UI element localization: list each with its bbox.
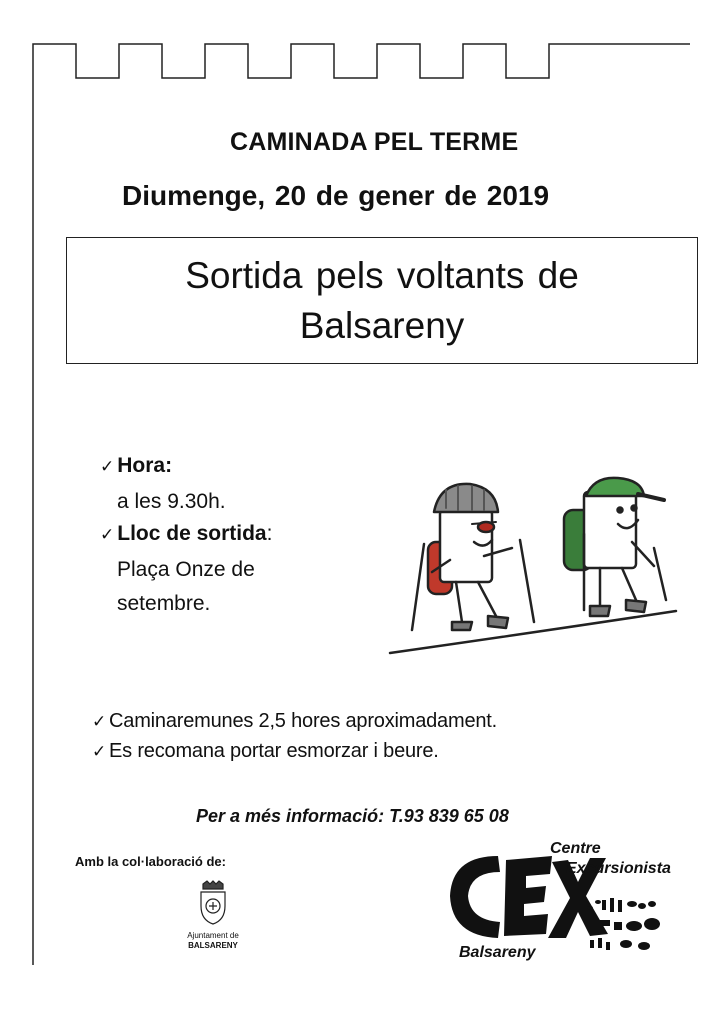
event-title: CAMINADA PEL TERME [230,128,519,156]
club-name-line1: Centre [550,840,601,857]
place-label: Lloc de sortida [117,522,267,545]
event-date: Diumenge, 20 de gener de 2019 [122,180,550,211]
checkmark-icon: ✓ [100,525,115,544]
place-label-colon: : [266,522,273,545]
place-row [100,522,272,546]
note-food [92,740,439,763]
town-crest-icon [193,880,233,926]
ajuntament-logo [168,880,258,951]
route-title-line2: Balsareny [299,304,465,346]
time-row [100,454,172,478]
contact-info: Per a més informació: T.93 839 65 08 [196,806,509,826]
place-value-line2: setembre. [117,592,211,615]
checkmark-icon: ✓ [92,712,107,731]
place-value-line1: Plaça Onze de [117,558,255,581]
club-name-line2: Excursionista [566,860,671,877]
club-town: Balsareny [459,944,536,961]
note-duration-text: Caminaremunes 2,5 hores aproximadament. [109,710,497,732]
collaboration-label: Amb la col·laboració de: [75,854,226,869]
hikers-illustration [388,470,688,660]
route-title-box [66,237,698,364]
ajuntament-line1: Ajuntament de [187,931,239,940]
route-title-line1: Sortida pels voltants de [185,254,579,296]
time-value: a les 9.30h. [117,490,226,513]
checkmark-icon: ✓ [100,457,115,476]
note-duration [92,710,497,733]
ajuntament-line2: BALSARENY [188,941,238,950]
checkmark-icon: ✓ [92,742,107,761]
time-label: Hora: [117,454,173,477]
note-food-text: Es recomana portar esmorzar i beure. [109,740,439,762]
